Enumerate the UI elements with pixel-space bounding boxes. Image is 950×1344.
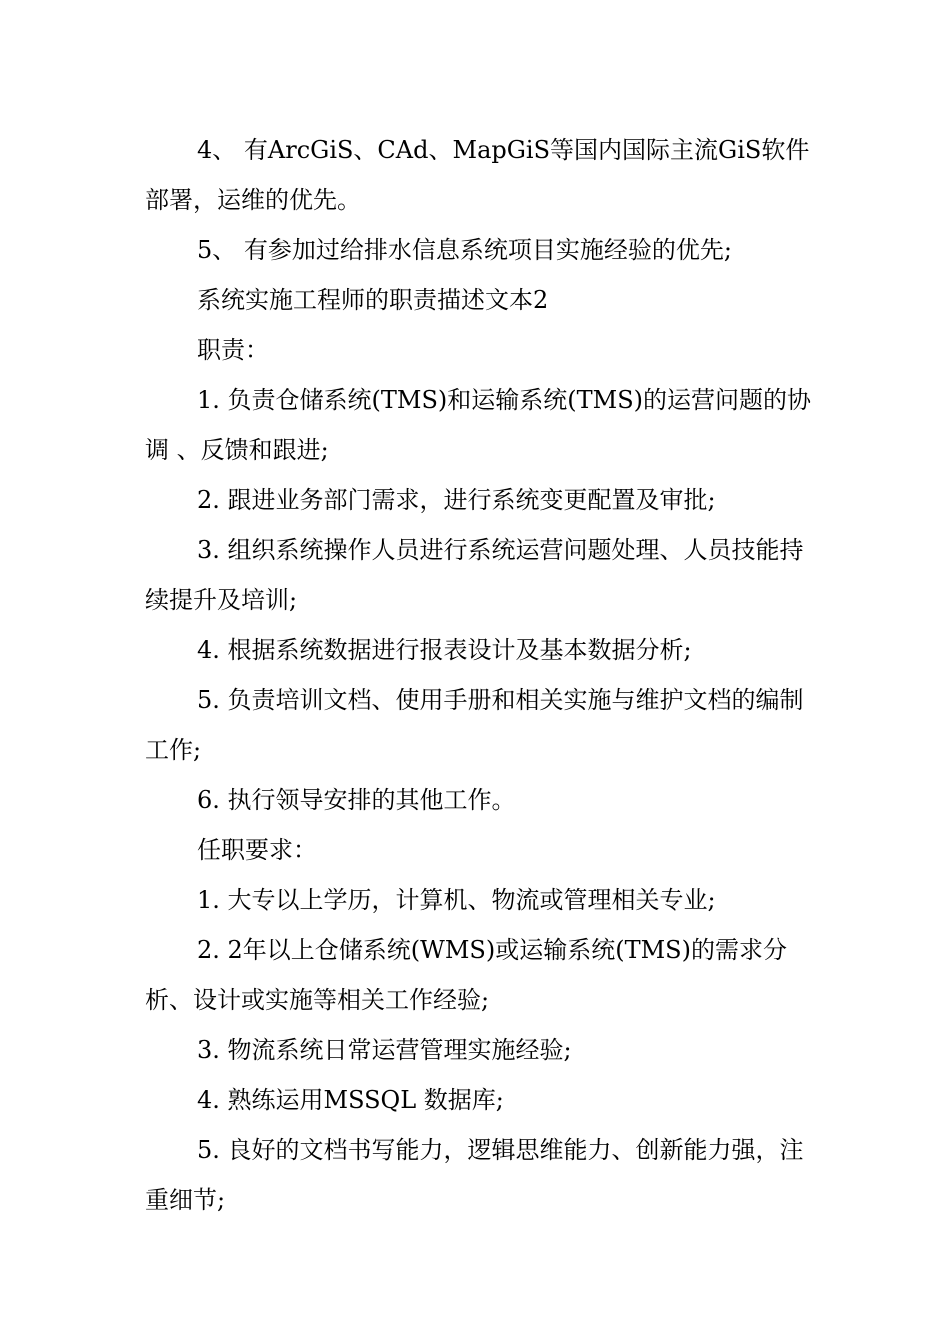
duty-item-4: 4. 根据系统数据进行报表设计及基本数据分析;: [197, 636, 692, 664]
requirement-item-2: 2. 2年以上仓储系统(WMS)或运输系统(TMS)的需求分析、设计或实施等相关工作经验;: [145, 936, 787, 1014]
requirement-item-5: 5. 良好的文档书写能力，逻辑思维能力、创新能力强，注重细节;: [145, 1136, 804, 1214]
duty-item-6: 6. 执行领导安排的其他工作。: [197, 786, 516, 814]
duty-item-1: 1. 负责仓储系统(TMS)和运输系统(TMS)的运营问题的协调 、反馈和跟进;: [145, 386, 812, 464]
duty-item-5: 5. 负责培训文档、使用手册和相关实施与维护文档的编制工作;: [145, 686, 804, 764]
duty-item-2: 2. 跟进业务部门需求，进行系统变更配置及审批;: [197, 486, 716, 514]
requirement-item-1: 1. 大专以上学历，计算机、物流或管理相关专业;: [197, 886, 716, 914]
section-title: 系统实施工程师的职责描述文本2: [197, 286, 549, 314]
requirement-item-4: 4. 熟练运用MSSQL 数据库;: [197, 1086, 504, 1114]
paragraph-2: 5、 有参加过给排水信息系统项目实施经验的优先;: [197, 236, 732, 264]
heading-requirements: 任职要求：: [197, 836, 317, 864]
heading-duties: 职责：: [197, 336, 269, 364]
duty-item-3: 3. 组织系统操作人员进行系统运营问题处理、人员技能持续提升及培训;: [145, 536, 804, 614]
paragraph-1: 4、 有ArcGiS、CAd、MapGiS等国内国际主流GiS软件部署，运维的优先。: [145, 136, 810, 214]
requirement-item-3: 3. 物流系统日常运营管理实施经验;: [197, 1036, 572, 1064]
